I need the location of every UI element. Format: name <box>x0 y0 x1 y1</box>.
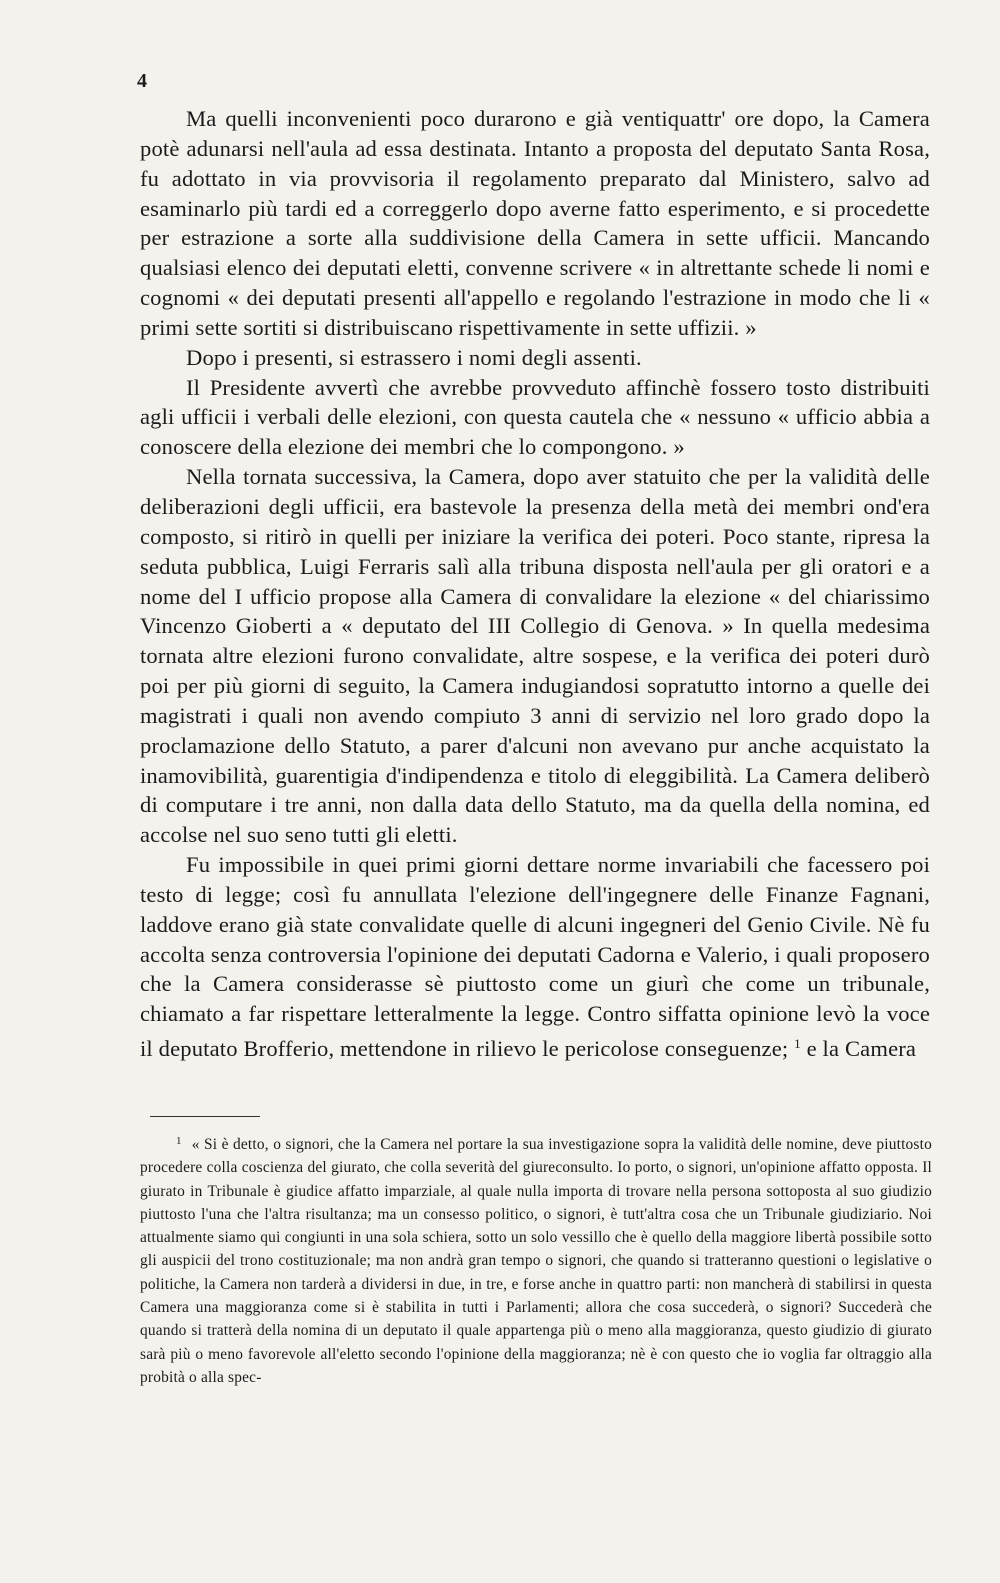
footnote-reference: 1 <box>794 1036 801 1052</box>
footnote-paragraph <box>140 1130 932 1389</box>
footnote <box>140 1130 932 1389</box>
paragraph-1: Ma quelli inconvenienti poco durarono e già ventiquattr' ore dopo, la Camera potè adunarsi nell'aula ad essa destinata. Intanto a proposta del deputato Santa Rosa, fu adottato in via provvisoria il regolamento preparato dal Ministero, salvo ad esaminarlo più tardi ed a correggerlo dopo averne fatto esperimento, e si procedette per estrazione a sorte alla suddivisione della Camera in sette ufficii. Mancando qualsiasi elenco dei deputati eletti, convenne scrivere « in altrettante schede li nomi e cognomi « dei deputati presenti all'appello e regolando l'estrazione in modo che li « primi sette sortiti si distribuiscano rispettivamente in sette uffizii. » <box>140 106 930 340</box>
paragraph-5-tail: e la Camera <box>800 1036 917 1062</box>
paragraph-2: Dopo i presenti, si estrassero i nomi degli assenti. <box>186 344 642 370</box>
paragraph-3: Il Presidente avvertì che avrebbe provveduto affinchè fossero tosto distribuiti agli ufficii i verbali delle elezioni, con questa cautela che « nessuno « ufficio abbia a conoscere della elezione dei membri che lo compongono. » <box>140 374 930 460</box>
paragraph-5-text: Fu impossibile in quei primi giorni dettare norme invariabili che facessero poi testo di legge; così fu annullata l'elezione dell'ingegnere delle Finanze Fagnani, laddove erano già state convalidate quelle di alcuni ingegneri del Genio Civile. Nè fu accolta senza controversia l'opinione dei deputati Cadorna e Valerio, i quali proposero che la Camera considerasse sè piuttosto come un giurì che come un tribunale, chiamato a far rispettare letteralmente la legge. Contro siffatta opinione levò la voce il deputato Brofferio, mettendone in rilievo le pericolose conseguenze; <box>140 852 930 1062</box>
paragraph-4: Nella tornata successiva, la Camera, dopo aver statuito che per la validità delle deliberazioni degli ufficii, era bastevole la presenza della metà dei membri ond'era composto, si ritirò in quelli per iniziare la verifica dei poteri. Poco stante, ripresa la seduta pubblica, Luigi Ferraris salì alla tribuna disposta nell'aula per gli oratori e a nome del I ufficio propose alla Camera di convalidare la elezione « del chiarissimo Vincenzo Gioberti a « deputato del III Collegio di Genova. » In quella medesima tornata altre elezioni furono convalidate, altre sospese, e la verifica dei poteri durò poi per più giorni di seguito, la Camera indugiandosi sopratutto intorno a quelle dei magistrati i quali non avendo compiuto 3 anni di servizio nel loro grado dopo la proclamazione dello Statuto, a parer d'alcuni non avevano pur anche acquistato la inamovibilità, guarentigia d'indipendenza e titolo di eleggibilità. La Camera deliberò di computare i tre anni, non dalla data dello Statuto, ma da quella della nomina, ed accolse nel suo seno tutti gli eletti. <box>140 464 930 848</box>
paragraph-5 <box>140 850 930 1064</box>
body-text <box>140 104 930 1064</box>
page-number: 4 <box>137 70 147 92</box>
footnote-marker: 1 <box>176 1135 182 1147</box>
footnote-divider <box>150 1116 260 1117</box>
footnote-text: « Si è detto, o signori, che la Camera nel portare la sua investigazione sopra la validità delle nomine, deve piuttosto procedere colla coscienza del giurato, che colla severità del giureconsulto. Io porto, o signori, un'opinione affatto opposta. Il giurato in Tribunale è giudice affatto imparziale, al quale nulla importa di trovare nella persona sottoposta al suo giudizio piuttosto l'una che l'altra risultanza; ma un consesso politico, o signori, è tutt'altra cosa che un Tribunale giudiziario. Noi attualmente siamo qui congiunti in una sola schiera, sotto un solo vessillo che è quello della maggiore libertà possibile sotto gli auspicii del trono costituzionale; ma non andrà gran tempo o signori, che quando si tratteranno questioni o legislative o politiche, la Camera non tarderà a dividersi in due, in tre, e forse anche in quattro parti: non mancherà di stabilirsi in questa Camera una maggioranza come si è stabilita in tutti i Parlamenti; allora che cosa succederà, o signori? Succederà che quando si tratterà della nomina di un deputato il quale appartenga più o meno alla maggioranza, questo giudizio di giurato sarà più o meno favorevole all'eletto secondo l'opinione della maggioranza; nè è con questo che io voglia far oltraggio alla probità o alla spec- <box>140 1136 932 1386</box>
